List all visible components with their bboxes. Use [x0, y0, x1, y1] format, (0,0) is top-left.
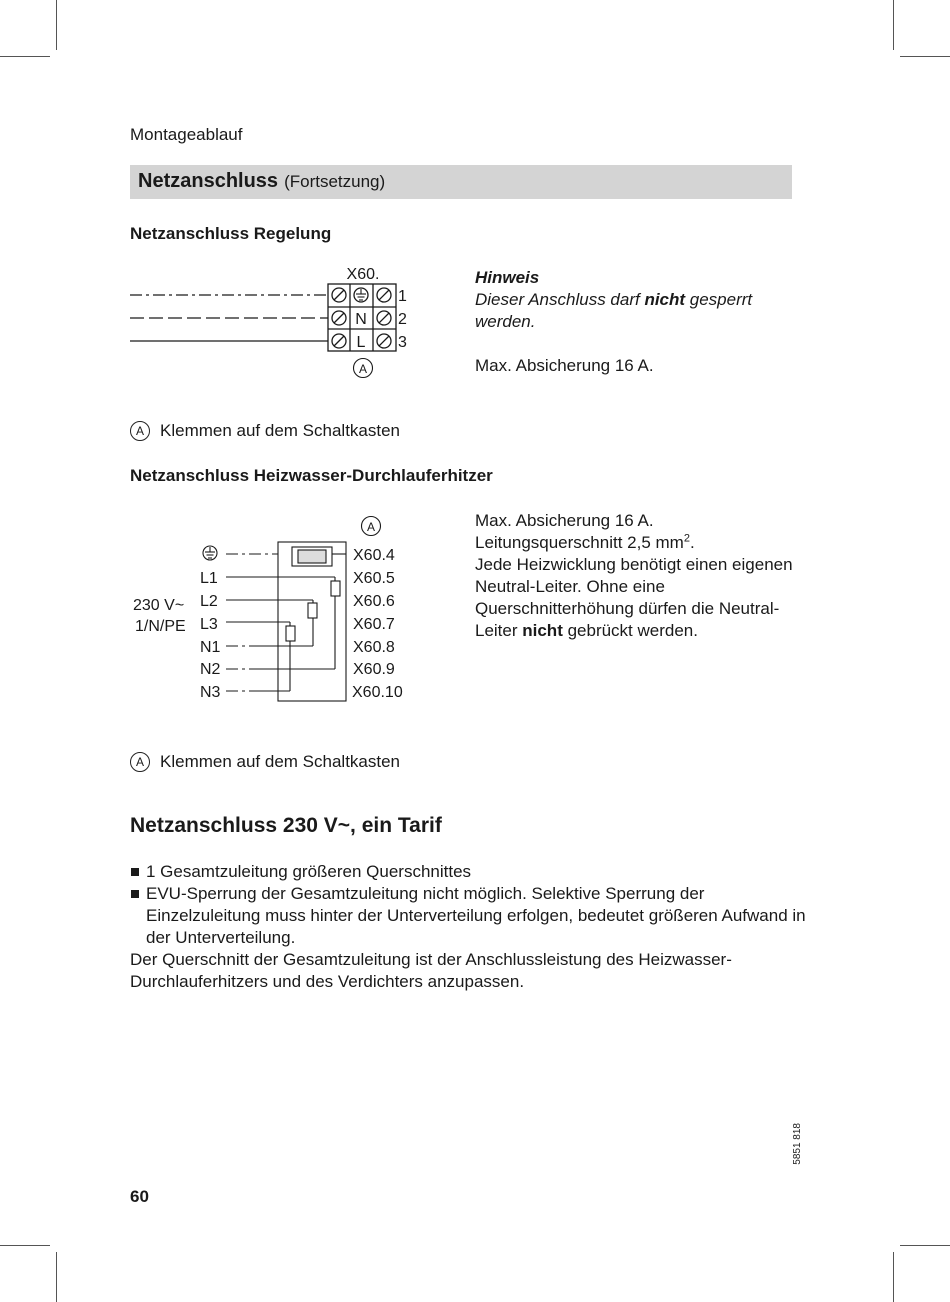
list-item-text: EVU-Sperrung der Gesamtzuleitung nicht möglich. Selektive Sperrung der Einzelzuleitung muss hinter der Unterverteilung erfolgen, bedeutet größeren Aufwand in der Unterverteilung. [146, 884, 806, 947]
legend-text: Klemmen auf dem Schaltkasten [160, 752, 401, 771]
row-number-2: 2 [398, 311, 407, 328]
crop-mark [893, 1252, 894, 1302]
regelung-heading: Netzanschluss Regelung [130, 224, 332, 243]
page-title [138, 170, 385, 193]
crop-mark [893, 0, 894, 50]
neutral-text-bold: nicht [522, 621, 563, 640]
page-number: 60 [130, 1187, 149, 1206]
crop-mark [0, 56, 50, 57]
legend-marker: A [130, 421, 150, 441]
marker-a: A [358, 362, 368, 376]
label-n2: N2 [200, 661, 221, 678]
heizwasser-legend [130, 752, 400, 772]
note-text-post: gesperrt werden. [475, 290, 753, 331]
label-n3: N3 [200, 684, 221, 701]
terminal-x60-5: X60.5 [353, 570, 395, 587]
neutral-text [475, 554, 795, 642]
crop-mark [0, 1245, 50, 1246]
legend-marker: A [130, 752, 150, 772]
cross-section [475, 532, 795, 554]
ground-icon [203, 546, 217, 560]
note-text [475, 289, 795, 333]
terminal-x60-4: X60.4 [353, 547, 395, 564]
neutral-text-1: Jede Heizwicklung benötigt einen eigenen Neutral-Leiter. Ohne eine Querschnitterhöhung dürfen die Neutral-Leiter [475, 555, 793, 640]
label-l1: L1 [200, 570, 218, 587]
page-title-bar [130, 165, 792, 199]
bullet-square-icon [131, 890, 139, 898]
ground-icon [356, 289, 366, 300]
heizwasser-fuse: Max. Absicherung 16 A. [475, 511, 654, 530]
heizwasser-text [475, 510, 795, 642]
regelung-diagram [128, 262, 418, 382]
neutral-text-2: gebrückt werden. [562, 621, 698, 640]
list-item-text: 1 Gesamtzuleitung größeren Querschnittes [146, 862, 472, 881]
list-item [130, 861, 810, 883]
section-label: Montageablauf [130, 125, 243, 144]
page-title-suffix: (Fortsetzung) [284, 172, 386, 191]
regelung-note [475, 267, 795, 377]
terminal-x60-6: X60.6 [353, 593, 395, 610]
crop-mark [900, 56, 950, 57]
crop-mark [900, 1245, 950, 1246]
terminal-x60-9: X60.9 [353, 661, 395, 678]
list-item [130, 883, 810, 949]
page-title-text: Netzanschluss [138, 170, 279, 192]
bullet-square-icon [131, 868, 139, 876]
cross-section-text: Leitungsquerschnitt 2,5 mm [475, 533, 684, 552]
row-letter-n: N [355, 311, 367, 328]
terminal-x60-7: X60.7 [353, 616, 395, 633]
crop-mark [56, 0, 57, 50]
wiring [226, 542, 346, 701]
heizwasser-heading: Netzanschluss Heizwasser-Durchlauferhitzer [130, 466, 493, 485]
note-text-bold: nicht [644, 290, 686, 309]
legend-text: Klemmen auf dem Schaltkasten [160, 421, 401, 440]
label-n1: N1 [200, 639, 221, 656]
terminal-label: X60. [346, 266, 380, 283]
marker-a: A [366, 520, 376, 534]
note-title: Hinweis [475, 268, 540, 287]
ein-tarif-list [130, 861, 810, 949]
note-text-pre: Dieser Anschluss darf [475, 290, 645, 309]
supply-line-2: 1/N/PE [135, 618, 186, 635]
doc-number: 5851 818 [792, 1123, 803, 1165]
heizwasser-diagram [128, 512, 428, 710]
label-l3: L3 [200, 616, 218, 633]
terminal-x60-8: X60.8 [353, 639, 395, 656]
ein-tarif-paragraph: Der Querschnitt der Gesamtzuleitung ist der Anschlussleistung des Heizwasser-Durchlauferhitzers und des Verdichters anzupassen. [130, 950, 732, 991]
cross-section-post: . [689, 533, 695, 552]
label-l2: L2 [200, 593, 218, 610]
regelung-fuse: Max. Absicherung 16 A. [475, 356, 654, 375]
regelung-legend [130, 421, 400, 441]
row-number-3: 3 [398, 334, 407, 351]
cross-section-sup: 2 [683, 532, 690, 545]
row-letter-l: L [356, 334, 366, 351]
supply-line-1: 230 V~ [133, 597, 185, 614]
ein-tarif-heading: Netzanschluss 230 V~, ein Tarif [130, 814, 442, 837]
row-number-1: 1 [398, 288, 407, 305]
crop-mark [56, 1252, 57, 1302]
terminal-x60-10: X60.10 [352, 684, 403, 701]
